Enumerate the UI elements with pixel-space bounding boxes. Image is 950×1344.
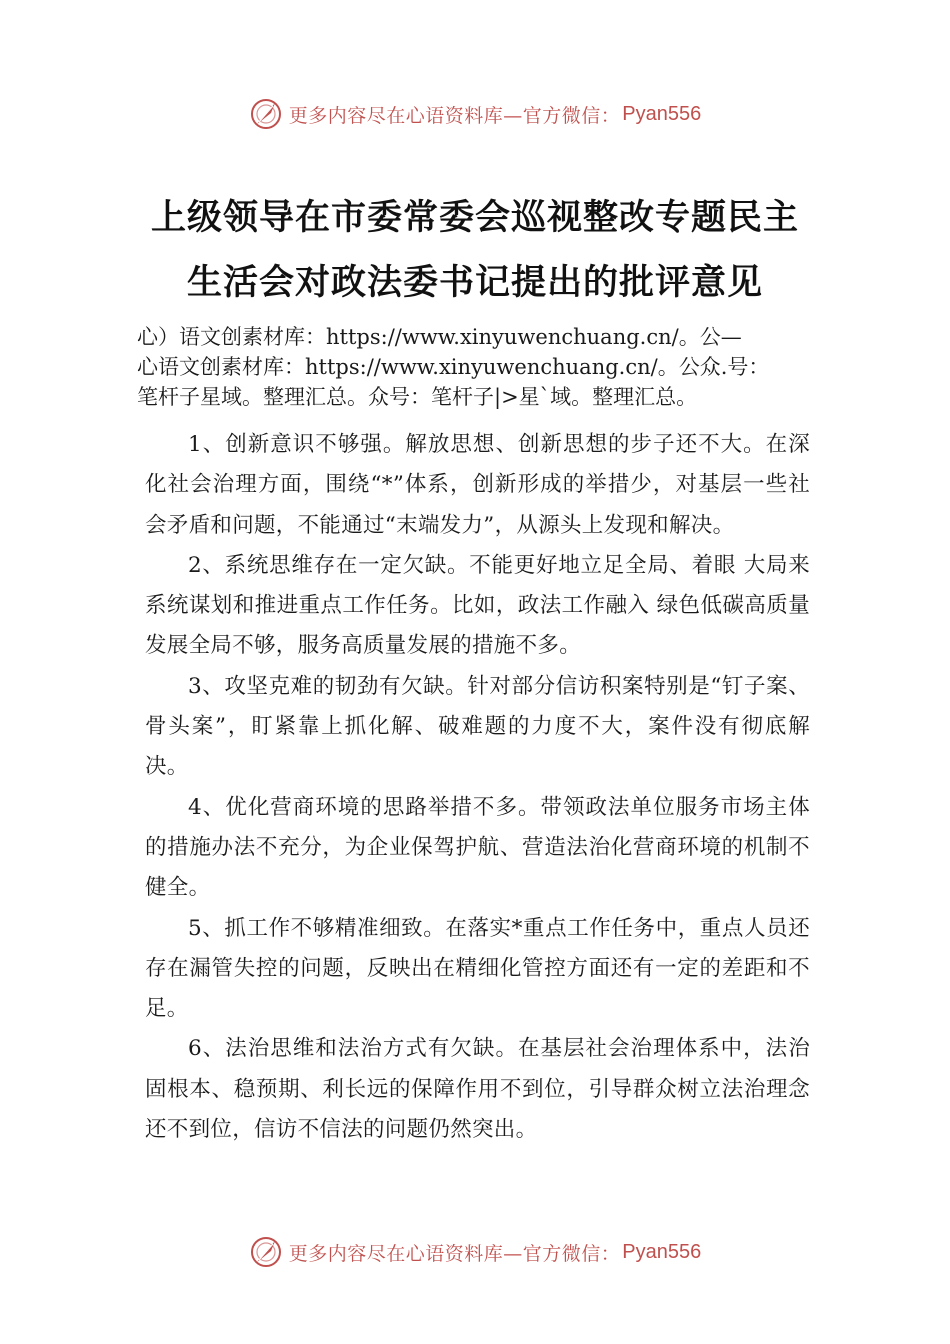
banner-text: 更多内容尽在心语资料库—官方微信： [288,104,621,127]
paragraph-2: 2、系统思维存在一定欠缺。不能更好地立足全局、着眼 大局来系统谋划和推进重点工作任务。比如，政法工作融入 绿色低碳高质量发展全局不够，服务高质量发展的措施不多。 [145,552,810,659]
source-watermark [137,322,857,412]
watermark-line: 心语文创素材库：https://www.xinyuwenchuang.cn/。公众.号： [137,355,770,379]
page-title-line-1: 上级领导在市委常委会巡视整改专题民主 [150,197,799,238]
paragraph-3: 3、攻坚克难的韧劲有欠缺。针对部分信访积案特别是“钉子案、骨头案”，盯紧靠上抓化解、破难题的力度不大，案件没有彻底解决。 [145,673,810,780]
watermark-line: 笔杆子星域。整理汇总。众号：笔杆子|>星`域。整理汇总。 [137,385,698,409]
header-banner [0,94,950,134]
document-body [145,425,810,1150]
paragraph-1: 1、创新意识不够强。解放思想、创新思想的步子还不大。在深化社会治理方面，围绕“*”体系，创新形成的举措少，对基层一些社会矛盾和问题，不能通过“末端发力”，从源头上发现和解决。 [145,432,810,538]
watermark-line: 心）语文创素材库：https://www.xinyuwenchuang.cn/。公— [137,325,742,349]
quill-circle-logo-icon [249,97,283,131]
banner-text: 更多内容尽在心语资料库—官方微信： [288,1242,621,1265]
footer-banner [0,1232,950,1272]
paragraph-6: 6、法治思维和法治方式有欠缺。在基层社会治理体系中，法治固根本、稳预期、利长远的保障作用不到位，引导群众树立法治理念还不到位，信访不信法的问题仍然突出。 [145,1036,810,1143]
page-title-line-2: 生活会对政法委书记提出的批评意见 [186,262,763,303]
paragraph-4: 4、优化营商环境的思路举措不多。带领政法单位服务市场主体的措施办法不充分，为企业保驾护航、营造法治化营商环境的机制不健全。 [145,794,810,901]
paragraph-5: 5、抓工作不够精准细致。在落实*重点工作任务中，重点人员还存在漏管失控的问题，反映出在精细化管控方面还有一定的差距和不足。 [145,915,810,1022]
quill-circle-logo-icon [249,1235,283,1269]
banner-wechat-id: Pyan556 [622,102,702,125]
banner-wechat-id: Pyan556 [622,1240,702,1263]
